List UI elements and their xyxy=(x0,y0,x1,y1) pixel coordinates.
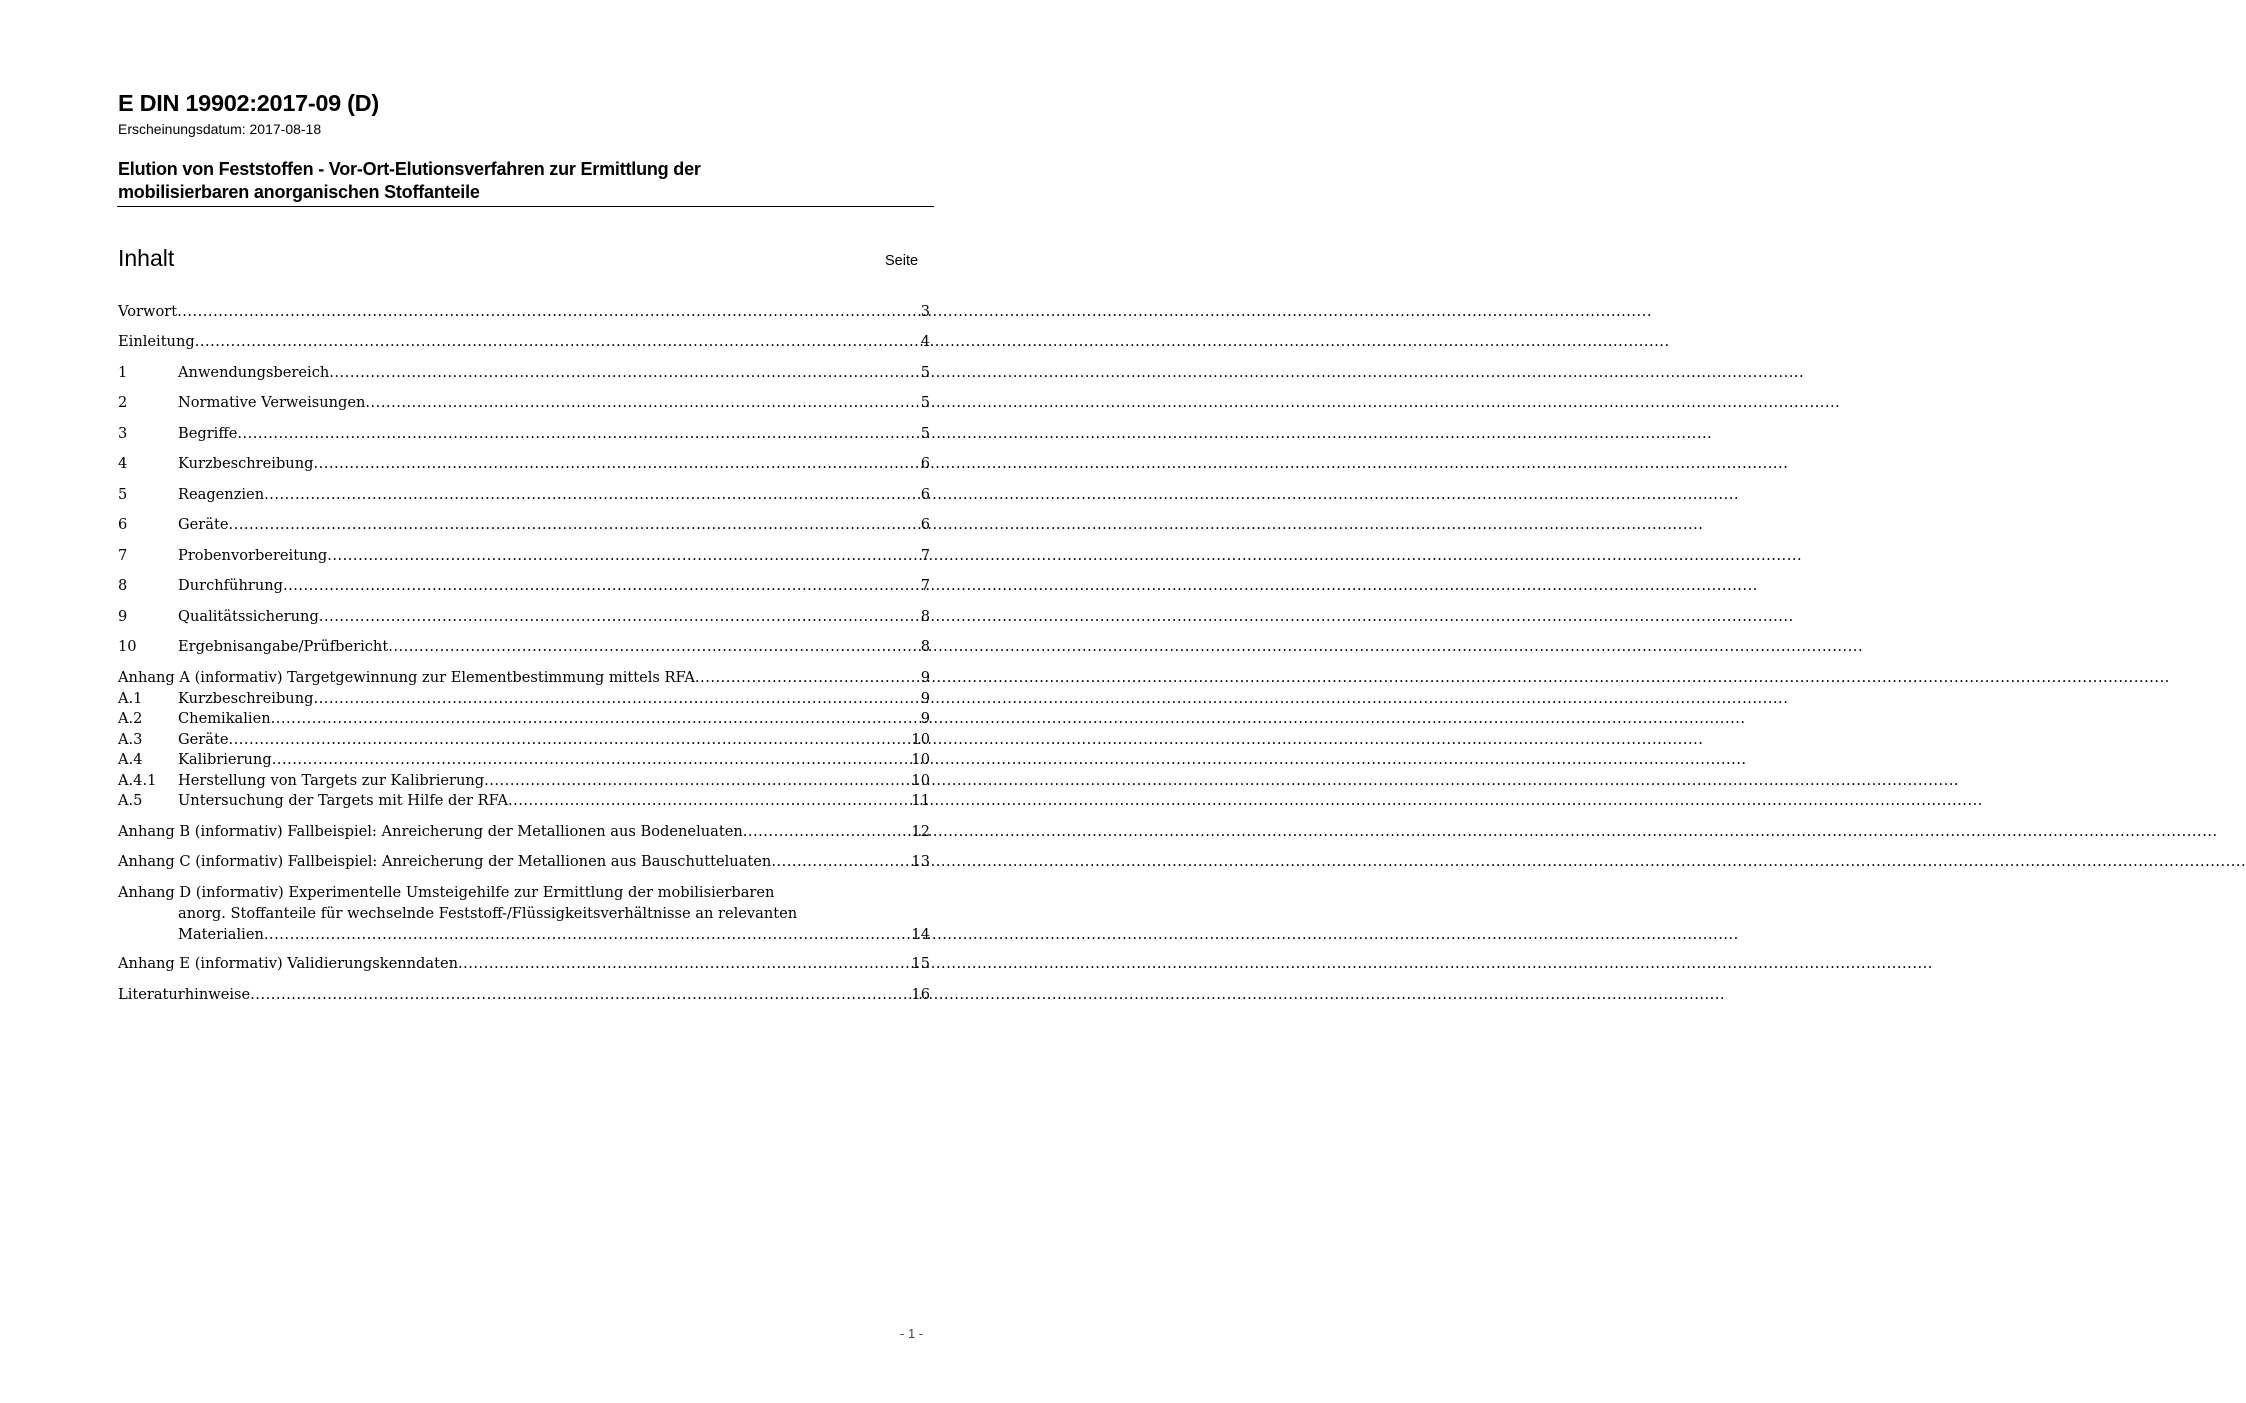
toc-entry-page: 9 xyxy=(920,690,930,707)
dot-leader xyxy=(695,668,921,688)
dot-leader xyxy=(329,363,920,383)
toc-entry-6[interactable] xyxy=(118,515,930,535)
dot-leader xyxy=(458,954,911,974)
toc-entry-einleitung[interactable] xyxy=(118,332,930,352)
toc-entry-title: Kalibrierung xyxy=(178,751,272,768)
toc-entry-number: 9 xyxy=(118,608,128,625)
toc-entry-title: Vorwort xyxy=(118,303,178,320)
toc-entry-page: 10 xyxy=(911,772,930,789)
dot-leader xyxy=(313,689,920,709)
dot-leader xyxy=(771,852,911,872)
dot-leader xyxy=(283,576,921,596)
toc-entry-page: 8 xyxy=(920,608,930,625)
dot-leader xyxy=(388,637,921,657)
toc-entry-page: 10 xyxy=(911,751,930,768)
toc-entry-page: 11 xyxy=(911,792,930,809)
toc-entry-page: 14 xyxy=(911,926,930,943)
toc-entry-title: Durchführung xyxy=(178,577,283,594)
toc-entry-a3[interactable] xyxy=(118,730,930,750)
toc-entry-annex-b[interactable] xyxy=(118,822,930,842)
dot-leader xyxy=(319,607,921,627)
toc-entry-page: 9 xyxy=(920,710,930,727)
toc-entry-title: Chemikalien xyxy=(178,710,271,727)
subtitle-line-2: mobilisierbaren anorganischen Stoffanteile xyxy=(118,182,480,202)
toc-entry-page: 3 xyxy=(920,303,930,320)
toc-entry-page: 10 xyxy=(911,731,930,748)
dot-leader xyxy=(313,454,920,474)
toc-entry-7[interactable] xyxy=(118,546,930,566)
toc-entry-title: Untersuchung der Targets mit Hilfe der RFA xyxy=(178,792,508,809)
toc-entry-page: 7 xyxy=(920,577,930,594)
toc-entry-number: 5 xyxy=(118,486,128,503)
toc-entry-number: A.1 xyxy=(118,690,143,707)
toc-entry-title: Einleitung xyxy=(118,333,195,350)
toc-entry-number: A.3 xyxy=(118,731,143,748)
toc-entry-a2[interactable] xyxy=(118,709,930,729)
toc-entry-title: Ergebnisangabe/Prüfbericht xyxy=(178,638,389,655)
dot-leader xyxy=(365,393,920,413)
toc-entry-title-line-3: Materialien xyxy=(178,926,264,943)
toc-entry-literatur[interactable] xyxy=(118,985,930,1005)
toc-entry-title: Anhang A (informativ) Targetgewinnung zur Elementbestimmung mittels RFA xyxy=(118,669,695,686)
toc-entry-number: A.4 xyxy=(118,751,143,768)
toc-entry-9[interactable] xyxy=(118,607,930,627)
toc-entry-last-line xyxy=(118,924,930,945)
toc-entry-number: 1 xyxy=(118,364,128,381)
toc-entry-title: Begriffe xyxy=(178,425,238,442)
toc-entry-a4-1[interactable] xyxy=(118,771,930,791)
toc-entry-annex-a[interactable] xyxy=(118,668,930,688)
dot-leader xyxy=(272,750,912,770)
toc-entry-title: Anhang E (informativ) Validierungskenndaten xyxy=(118,955,458,972)
dot-leader xyxy=(177,302,921,322)
dot-leader xyxy=(228,730,911,750)
toc-entry-page: 12 xyxy=(911,823,930,840)
dot-leader xyxy=(484,771,911,791)
toc-entry-3[interactable] xyxy=(118,424,930,444)
toc-entry-page: 5 xyxy=(920,364,930,381)
toc-entry-vorwort[interactable] xyxy=(118,302,930,322)
toc-entry-2[interactable] xyxy=(118,393,930,413)
publication-date: Erscheinungsdatum: 2017-08-18 xyxy=(118,121,322,137)
document-title: E DIN 19902:2017-09 (D) xyxy=(118,90,379,116)
toc-heading: Inhalt xyxy=(118,245,175,271)
toc-entry-4[interactable] xyxy=(118,454,930,474)
toc-entry-page: 4 xyxy=(920,333,930,350)
toc-entry-title: Herstellung von Targets zur Kalibrierung xyxy=(178,772,485,789)
toc-entry-10[interactable] xyxy=(118,637,930,657)
toc-entry-number: 3 xyxy=(118,425,128,442)
toc-entry-title: Kurzbeschreibung xyxy=(178,455,314,472)
toc-entry-number: 8 xyxy=(118,577,128,594)
toc-entry-title: Anwendungsbereich xyxy=(178,364,330,381)
page-column-label: Seite xyxy=(885,253,919,269)
toc-entry-title: Qualitätssicherung xyxy=(178,608,319,625)
toc-entry-8[interactable] xyxy=(118,576,930,596)
toc-entry-annex-e[interactable] xyxy=(118,954,930,974)
toc-entry-a1[interactable] xyxy=(118,689,930,709)
toc-entry-title: Kurzbeschreibung xyxy=(178,690,314,707)
toc-entry-number: 2 xyxy=(118,394,128,411)
toc-entry-a4[interactable] xyxy=(118,750,930,770)
toc-entry-title-line-1: Anhang D (informativ) Experimentelle Umsteigehilfe zur Ermittlung der mobilisierbaren xyxy=(118,884,775,901)
toc-entry-number: A.4.1 xyxy=(118,772,157,789)
toc-entry-title: Geräte xyxy=(178,731,229,748)
toc-entry-title: Literaturhinweise xyxy=(118,986,251,1003)
toc-entry-page: 5 xyxy=(920,425,930,442)
toc-entry-number: A.5 xyxy=(118,792,143,809)
dot-leader xyxy=(264,485,921,505)
toc-entry-page: 9 xyxy=(920,669,930,686)
toc-entry-page: 7 xyxy=(920,547,930,564)
page-number: - 1 - xyxy=(900,1326,924,1341)
toc-entry-annex-d[interactable] xyxy=(118,882,930,945)
dot-leader xyxy=(271,709,921,729)
toc-entry-page: 6 xyxy=(920,516,930,533)
dot-leader xyxy=(327,546,920,566)
toc-entry-annex-c[interactable] xyxy=(118,852,930,872)
toc-entry-number: 10 xyxy=(118,638,137,655)
dot-leader xyxy=(743,822,912,842)
toc-entry-page: 6 xyxy=(920,486,930,503)
subtitle-line-1: Elution von Feststoffen - Vor-Ort-Elutionsverfahren zur Ermittlung der xyxy=(118,159,701,179)
toc-entry-title-line-2: anorg. Stoffanteile für wechselnde Feststoff-/Flüssigkeitsverhältnisse an relevanten xyxy=(178,905,798,922)
toc-entry-number: 7 xyxy=(118,547,128,564)
toc-entry-1[interactable] xyxy=(118,363,930,383)
toc-entry-number: 4 xyxy=(118,455,128,472)
dot-leader xyxy=(250,985,911,1005)
dot-leader xyxy=(195,332,921,352)
toc-entry-title: Anhang C (informativ) Fallbeispiel: Anreicherung der Metallionen aus Bauschutteluaten xyxy=(118,853,772,870)
title-divider xyxy=(117,206,934,207)
dot-leader xyxy=(237,424,920,444)
toc-entry-number: 6 xyxy=(118,516,128,533)
toc-entry-page: 8 xyxy=(920,638,930,655)
toc-entry-number: A.2 xyxy=(118,710,143,727)
dot-leader xyxy=(508,791,911,811)
toc-entry-title: Normative Verweisungen xyxy=(178,394,366,411)
toc-entry-title: Geräte xyxy=(178,516,229,533)
dot-leader xyxy=(228,515,920,535)
document-subtitle xyxy=(118,158,934,204)
toc-entry-title: Anhang B (informativ) Fallbeispiel: Anreicherung der Metallionen aus Bodeneluaten xyxy=(118,823,743,840)
toc-entry-page: 6 xyxy=(920,455,930,472)
toc-entry-5[interactable] xyxy=(118,485,930,505)
toc-entry-title: Reagenzien xyxy=(178,486,265,503)
toc-entry-title: Probenvorbereitung xyxy=(178,547,328,564)
toc-entry-page: 13 xyxy=(911,853,930,870)
toc-entry-page: 15 xyxy=(911,955,930,972)
toc-entry-page: 5 xyxy=(920,394,930,411)
toc-entry-a5[interactable] xyxy=(118,791,930,811)
dot-leader xyxy=(264,924,912,945)
toc-entry-page: 16 xyxy=(911,986,930,1003)
